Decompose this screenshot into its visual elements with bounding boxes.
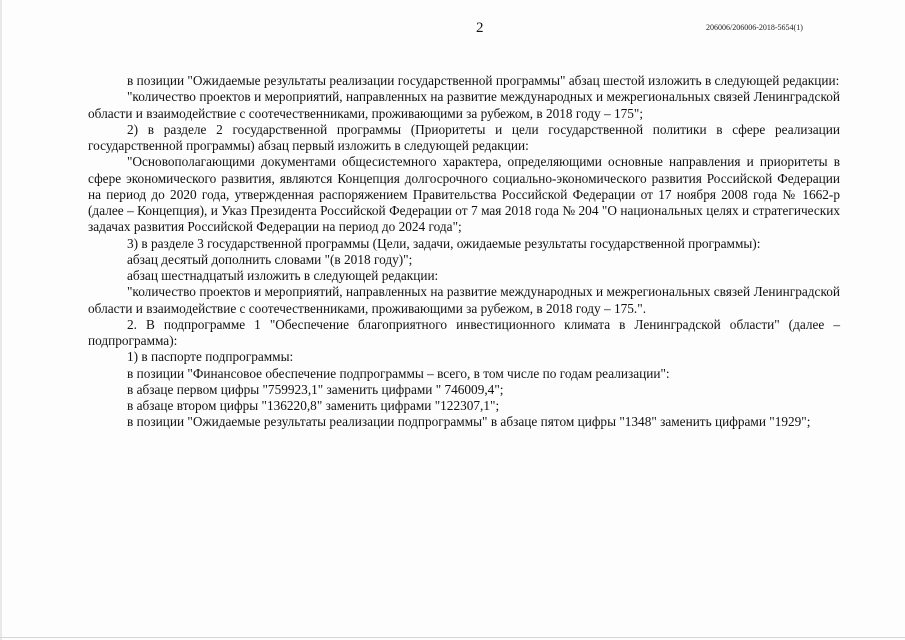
scan-edge [0, 0, 2, 640]
document-id: 206006/206006-2018-5654(1) [706, 23, 803, 32]
page-bottom-edge [0, 637, 905, 638]
paragraph: 1) в паспорте подпрограммы: [127, 349, 294, 365]
paragraph: абзац десятый дополнить словами "(в 2018 году)"; [127, 251, 413, 267]
paragraph: в позиции "Ожидаемые результаты реализации подпрограммы" в абзаце пятом цифры "1348" заменить цифрами "1929"; [127, 414, 811, 430]
page-number: 2 [476, 20, 484, 36]
paragraph: 2) в разделе 2 государственной программы (Приоритеты и цели государственной политики в сфере реализации государственной программы) абзац первый изложить в следующей редакции: [88, 121, 840, 153]
paragraph: в абзаце втором цифры "136220,8" заменить цифрами "122307,1"; [127, 398, 500, 413]
paragraph: в позиции "Финансовое обеспечение подпрограммы – всего, в том числе по годам реализации": [127, 365, 670, 381]
paragraph: 3) в разделе 3 государственной программы (Цели, задачи, ожидаемые результаты государственной программы): [127, 235, 761, 251]
paragraph: "Основополагающими документами общесистемного характера, определяющими основные направления и приоритеты в сфере экономического развития, являются Концепция долгосрочного социально-экономического развития Российской Федерации на период до 2020 года, утвержденная распоряжением Правительства Российской Федерации от 17 ноября 2008 года № 1662-р (далее – Концепция), и Указ Президента Российской Федерации от 7 мая 2018 года № 204 "О национальных целях и стратегических задачах развития Российской Федерации на период до 2024 года"; [88, 154, 840, 235]
document-body [88, 73, 840, 431]
paragraph: "количество проектов и мероприятий, направленных на развитие международных и межрегиональных связей Ленинградской области и взаимодействие с соотечественниками, проживающими за рубежом, в 2018 году – 175"; [88, 89, 840, 121]
paragraph: 2. В подпрограмме 1 "Обеспечение благоприятного инвестиционного климата в Ленинградской области" (далее – подпрограмма): [88, 316, 840, 348]
paragraph: в абзаце первом цифры "759923,1" заменить цифрами " 746009,4"; [127, 381, 504, 397]
paragraph: в позиции "Ожидаемые результаты реализации государственной программы" абзац шестой изложить в следующей редакции: [127, 73, 840, 88]
paragraph: абзац шестнадцатый изложить в следующей редакции: [127, 268, 439, 283]
paragraph: "количество проектов и мероприятий, направленных на развитие международных и межрегиональных связей Ленинградской области и взаимодействие с соотечественниками, проживающими за рубежом, в 2018 году – 175.". [88, 284, 840, 316]
